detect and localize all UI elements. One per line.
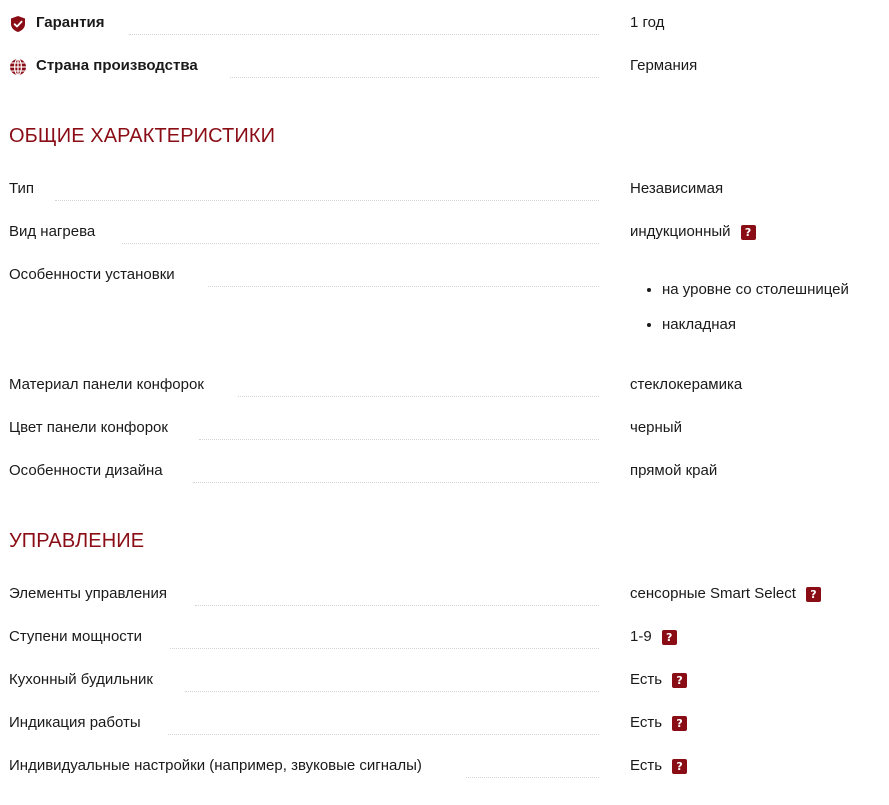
section-title-control: УПРАВЛЕНИЕ	[9, 530, 145, 552]
help-icon[interactable]: ?	[672, 673, 687, 688]
spec-row-type	[9, 179, 879, 203]
spec-row-color	[9, 418, 879, 442]
dotted-leader	[230, 77, 599, 78]
spec-row-warranty	[9, 13, 879, 37]
spec-value	[630, 461, 717, 481]
help-icon[interactable]: ?	[662, 630, 677, 645]
spec-label: Особенности дизайна	[9, 462, 163, 479]
dotted-leader	[238, 396, 599, 397]
dotted-leader	[195, 605, 599, 606]
spec-value	[630, 13, 664, 33]
spec-value-text: черный	[630, 419, 682, 436]
spec-value-text: Есть	[630, 671, 663, 688]
spec-value-text: Есть	[630, 757, 663, 774]
spec-value-text: Независимая	[630, 180, 724, 197]
spec-label: Вид нагрева	[9, 223, 96, 240]
dotted-leader	[170, 648, 599, 649]
spec-value-text: сенсорные Smart Select	[630, 585, 796, 602]
section-title-general: ОБЩИЕ ХАРАКТЕРИСТИКИ	[9, 125, 276, 147]
list-item: • накладная	[662, 315, 849, 335]
spec-label: Кухонный будильник	[9, 671, 153, 688]
spec-row-power-levels	[9, 627, 879, 651]
spec-label: Ступени мощности	[9, 628, 143, 645]
spec-value	[630, 670, 687, 690]
spec-row-design	[9, 461, 879, 485]
dotted-leader	[185, 691, 599, 692]
spec-value	[630, 56, 697, 76]
spec-label: Индивидуальные настройки (например, звуковые сигналы)	[9, 757, 422, 774]
list-item: • на уровне со столешницей	[662, 280, 849, 300]
shield-check-icon	[9, 15, 27, 33]
globe-icon	[9, 58, 27, 76]
spec-label: Цвет панели конфорок	[9, 419, 168, 436]
spec-value-text: 1 год	[630, 14, 665, 31]
spec-row-control-elements	[9, 584, 879, 608]
help-icon[interactable]: ?	[672, 759, 687, 774]
dotted-leader	[129, 34, 599, 35]
dotted-leader	[208, 286, 599, 287]
install-values-list	[640, 280, 849, 350]
spec-value	[630, 418, 682, 438]
spec-row-heating	[9, 222, 879, 246]
dotted-leader	[466, 777, 599, 778]
spec-value-text: стеклокерамика	[630, 376, 743, 393]
spec-row-material	[9, 375, 879, 399]
spec-value	[630, 584, 821, 604]
spec-row-custom-settings	[9, 756, 879, 780]
help-icon[interactable]: ?	[806, 587, 821, 602]
dotted-leader	[199, 439, 599, 440]
spec-label: Страна производства	[36, 57, 198, 74]
help-icon[interactable]: ?	[741, 225, 756, 240]
spec-value	[630, 222, 756, 242]
spec-row-timer	[9, 670, 879, 694]
spec-value	[630, 627, 677, 647]
spec-row-indication	[9, 713, 879, 737]
dotted-leader	[122, 243, 599, 244]
spec-label: Особенности установки	[9, 266, 175, 283]
spec-value-text: Германия	[630, 57, 698, 74]
dotted-leader	[193, 482, 599, 483]
dotted-leader	[168, 734, 599, 735]
help-icon[interactable]: ?	[672, 716, 687, 731]
spec-value	[630, 713, 687, 733]
spec-label: Тип	[9, 180, 35, 197]
spec-value-text: 1-9	[630, 628, 652, 645]
spec-label: Материал панели конфорок	[9, 376, 204, 393]
spec-value	[630, 179, 723, 199]
spec-value	[630, 375, 742, 395]
spec-row-country	[9, 56, 879, 80]
spec-value-text: прямой край	[630, 462, 718, 479]
spec-value-text: Есть	[630, 714, 663, 731]
spec-value	[630, 756, 687, 776]
spec-label: Индикация работы	[9, 714, 141, 731]
spec-label: Гарантия	[36, 14, 105, 31]
dotted-leader	[55, 200, 599, 201]
spec-value-text: индукционный	[630, 223, 731, 240]
spec-label: Элементы управления	[9, 585, 167, 602]
